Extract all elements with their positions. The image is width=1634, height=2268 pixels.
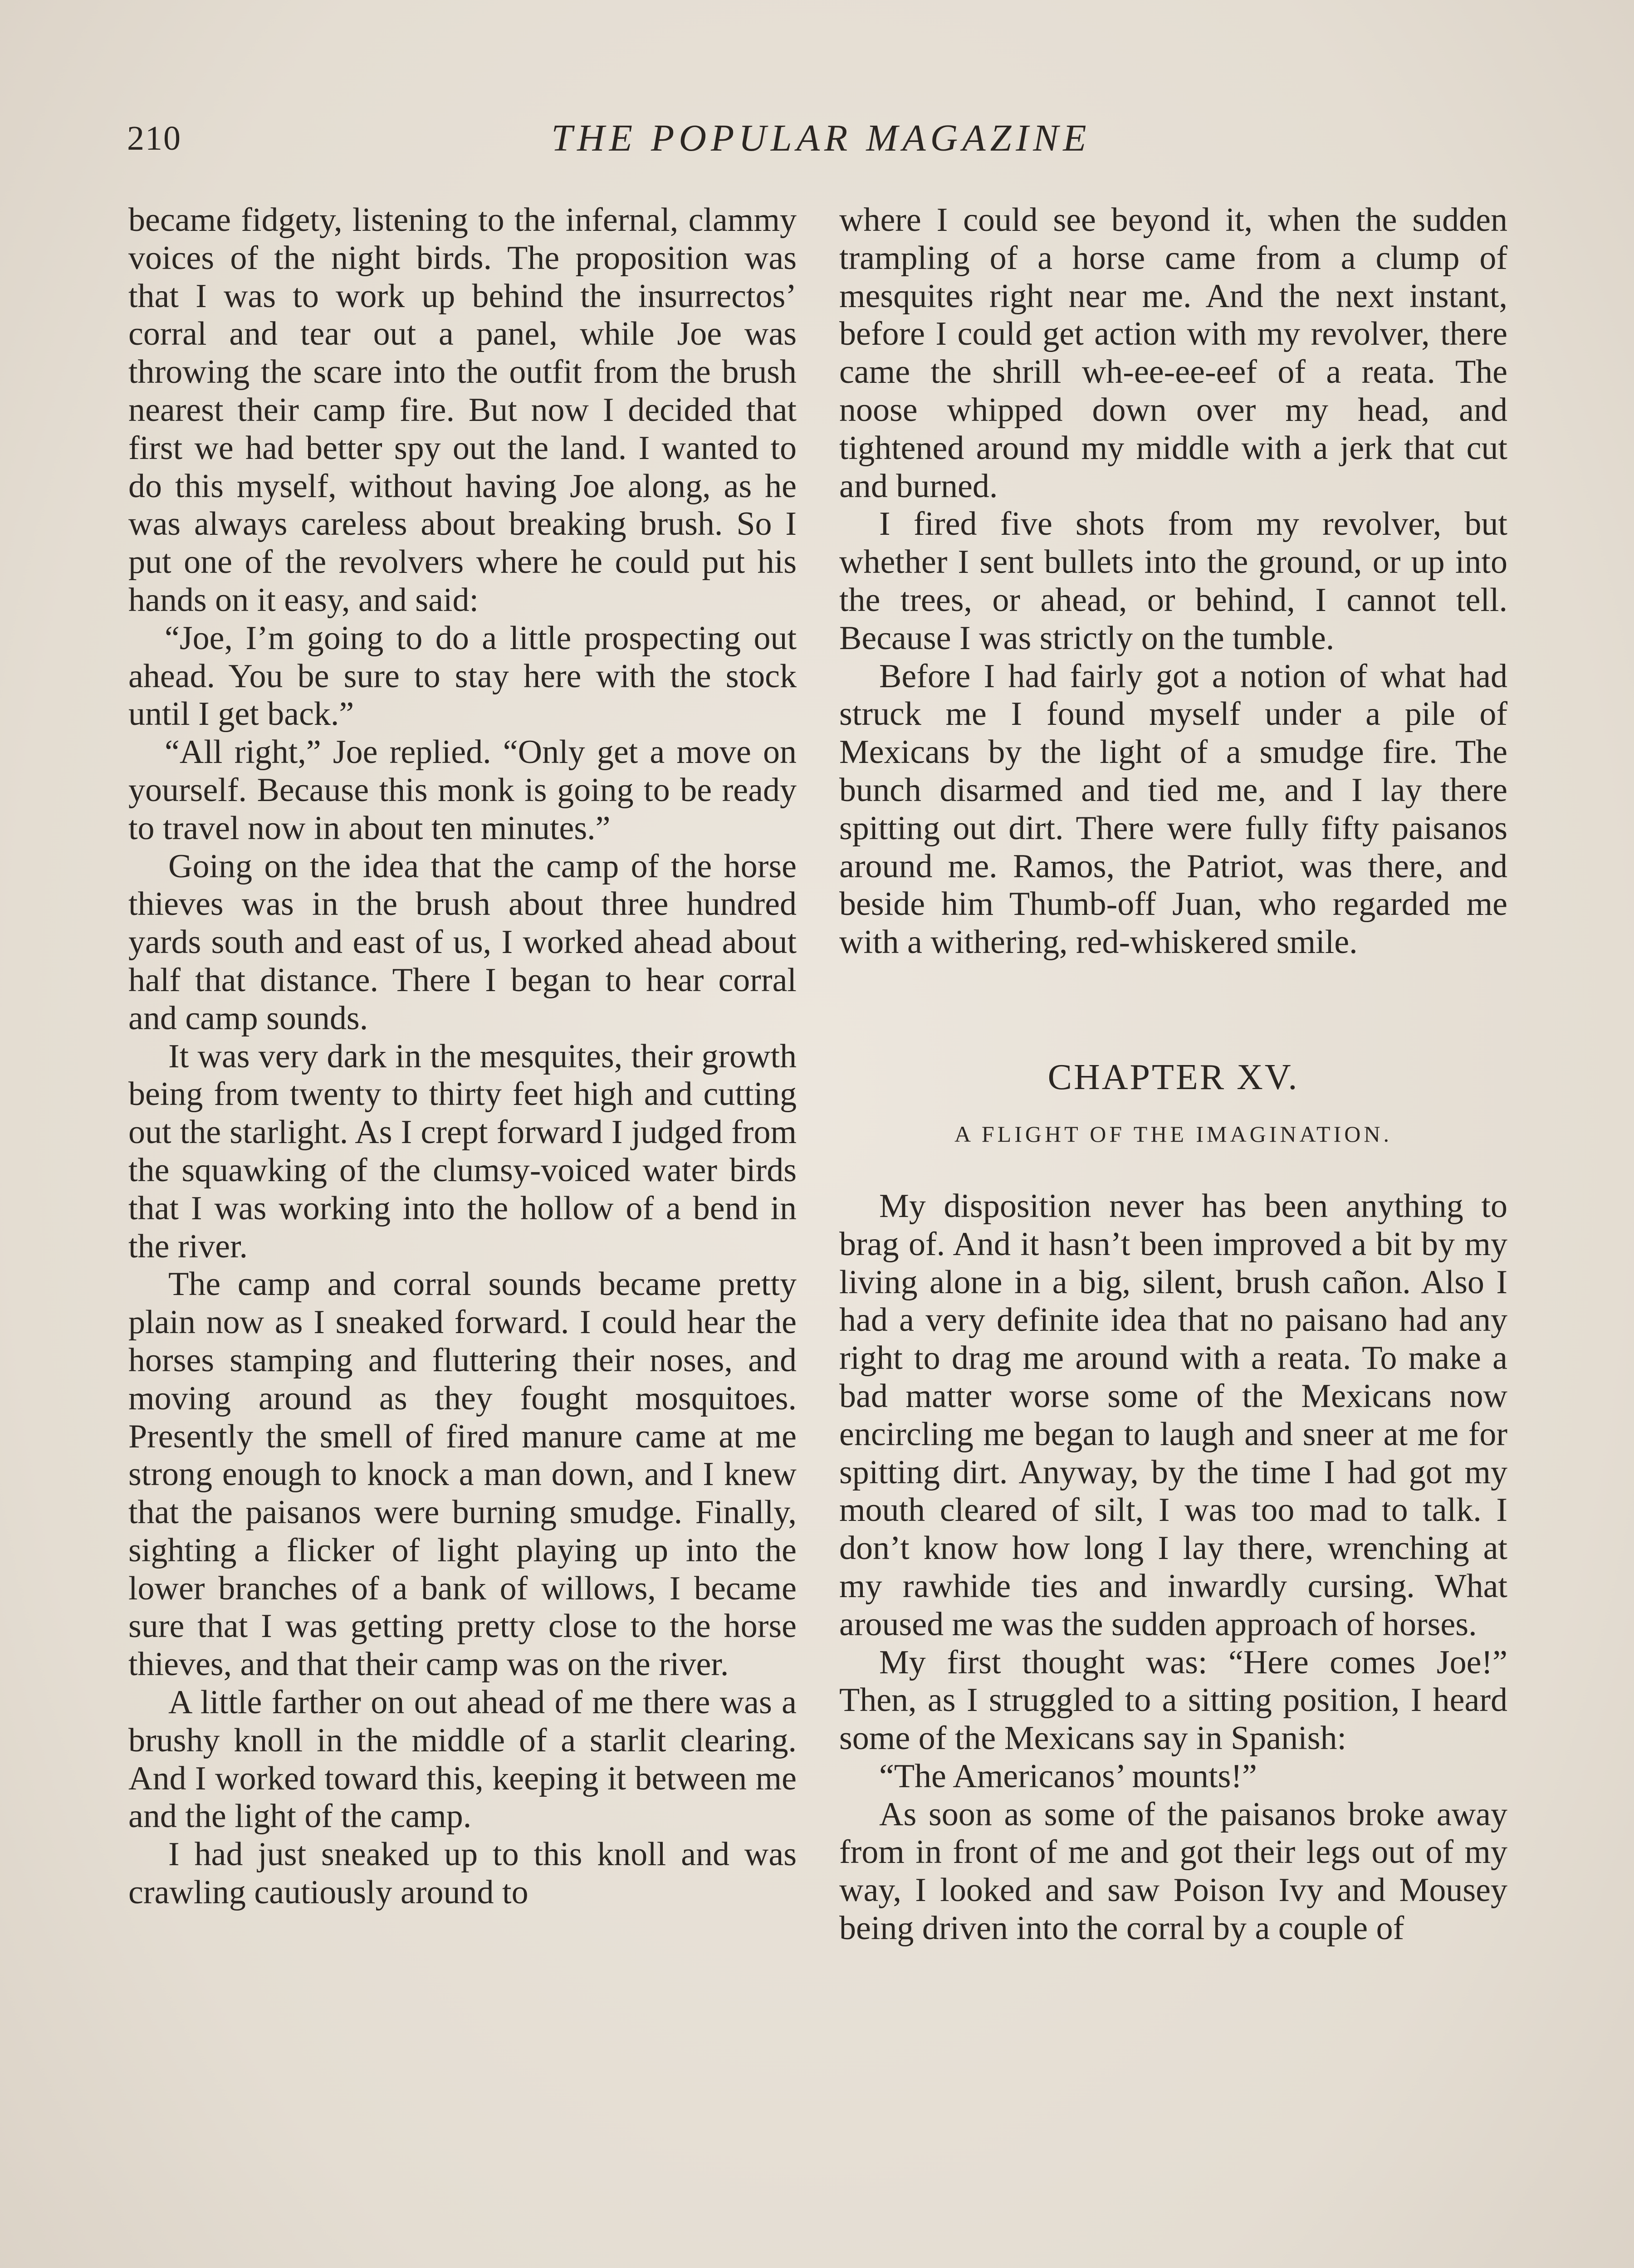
paragraph: I had just sneaked up to this knoll and was crawling cautiously around to <box>128 1836 797 1911</box>
paragraph: “Joe, I’m going to do a little prospecting out ahead. You be sure to stay here with the stock until I get back.” <box>128 619 797 733</box>
paragraph: I fired five shots from my revolver, but whether I sent bullets into the ground, or up into the trees, or ahead, or behind, I cannot tell. Because I was strictly on the tumble. <box>839 505 1507 657</box>
page-header <box>127 119 1515 173</box>
chapter-heading: CHAPTER XV. <box>1047 1057 1299 1097</box>
right-column <box>839 201 1507 1948</box>
running-head: THE POPULAR MAGAZINE <box>551 117 1091 159</box>
paragraph: “The Americanos’ mounts!” <box>879 1757 1257 1795</box>
paragraph: The camp and corral sounds became pretty plain now as I sneaked forward. I could hear the horses stamping and fluttering their noses, and moving around as they fought mosquitoes. Presently the smell of fired manure came at me strong enough to knock a man down, and I knew that the paisanos were burning smudge. Finally, sighting a flicker of light playing up into the lower branches of a bank of willows, I became sure that I was getting pretty close to the horse thieves, and that their camp was on the river. <box>128 1266 797 1683</box>
left-column <box>128 201 797 1912</box>
paragraph: “All right,” Joe replied. “Only get a move on yourself. Because this monk is going to be ready to travel now in about ten minutes.” <box>128 733 797 847</box>
paragraph: My first thought was: “Here comes Joe!” Then, as I struggled to a sitting position, I heard some of the Mexicans say in Spanish: <box>839 1643 1507 1757</box>
chapter-subtitle: A FLIGHT OF THE IMAGINATION. <box>954 1121 1392 1147</box>
paragraph: My disposition never has been anything to brag of. And it hasn’t been improved a bit by my living alone in a big, silent, brush cañon. Also I had a very definite idea that no paisano had any right to drag me around with a reata. To make a bad matter worse some of the Mexicans now encircling me began to laugh and sneer at me for spitting dirt. Anyway, by the time I had got my mouth cleared of silt, I was too mad to talk. I don’t know how long I lay there, wrenching at my rawhide ties and inwardly cursing. What aroused me was the sudden approach of horses. <box>839 1187 1507 1643</box>
paragraph: A little farther on out ahead of me there was a brushy knoll in the middle of a starlit clearing. And I worked toward this, keeping it between me and the light of the camp. <box>128 1684 797 1835</box>
paragraph: As soon as some of the paisanos broke away from in front of me and got their legs out of my way, I looked and saw Poison Ivy and Mousey being driven into the corral by a couple of <box>839 1795 1507 1947</box>
paragraph: where I could see beyond it, when the sudden trampling of a horse came from a clump of mesquites right near me. And the next instant, before I could get action with my revolver, there came the shrill wh-ee-ee-eef of a reata. The noose whipped down over my head, and tightened around my middle with a jerk that cut and burned. <box>839 201 1507 505</box>
paragraph: It was very dark in the mesquites, their growth being from twenty to thirty feet high and cutting out the starlight. As I crept forward I judged from the squawking of the clumsy-voiced water birds that I was working into the hollow of a bend in the river. <box>128 1037 797 1265</box>
paragraph: Before I had fairly got a notion of what had struck me I found myself under a pile of Mexicans by the light of a smudge fire. The bunch disarmed and tied me, and I lay there spitting out dirt. There were fully fifty paisanos around me. Ramos, the Patriot, was there, and beside him Thumb-off Juan, who regarded me with a withering, red-whiskered smile. <box>839 657 1507 961</box>
paragraph: became fidgety, listening to the infernal, clammy voices of the night birds. The proposition was that I was to work up behind the insurrectos’ corral and tear out a panel, while Joe was throwing the scare into the outfit from the brush nearest their camp fire. But now I decided that first we had better spy out the land. I wanted to do this myself, without having Joe along, as he was always careless about breaking brush. So I put one of the revolvers where he could put his hands on it easy, and said: <box>128 201 797 619</box>
page-number: 210 <box>127 119 181 157</box>
paragraph: Going on the idea that the camp of the horse thieves was in the brush about three hundred yards south and east of us, I worked ahead about half that distance. There I began to hear corral and camp sounds. <box>128 847 797 1037</box>
